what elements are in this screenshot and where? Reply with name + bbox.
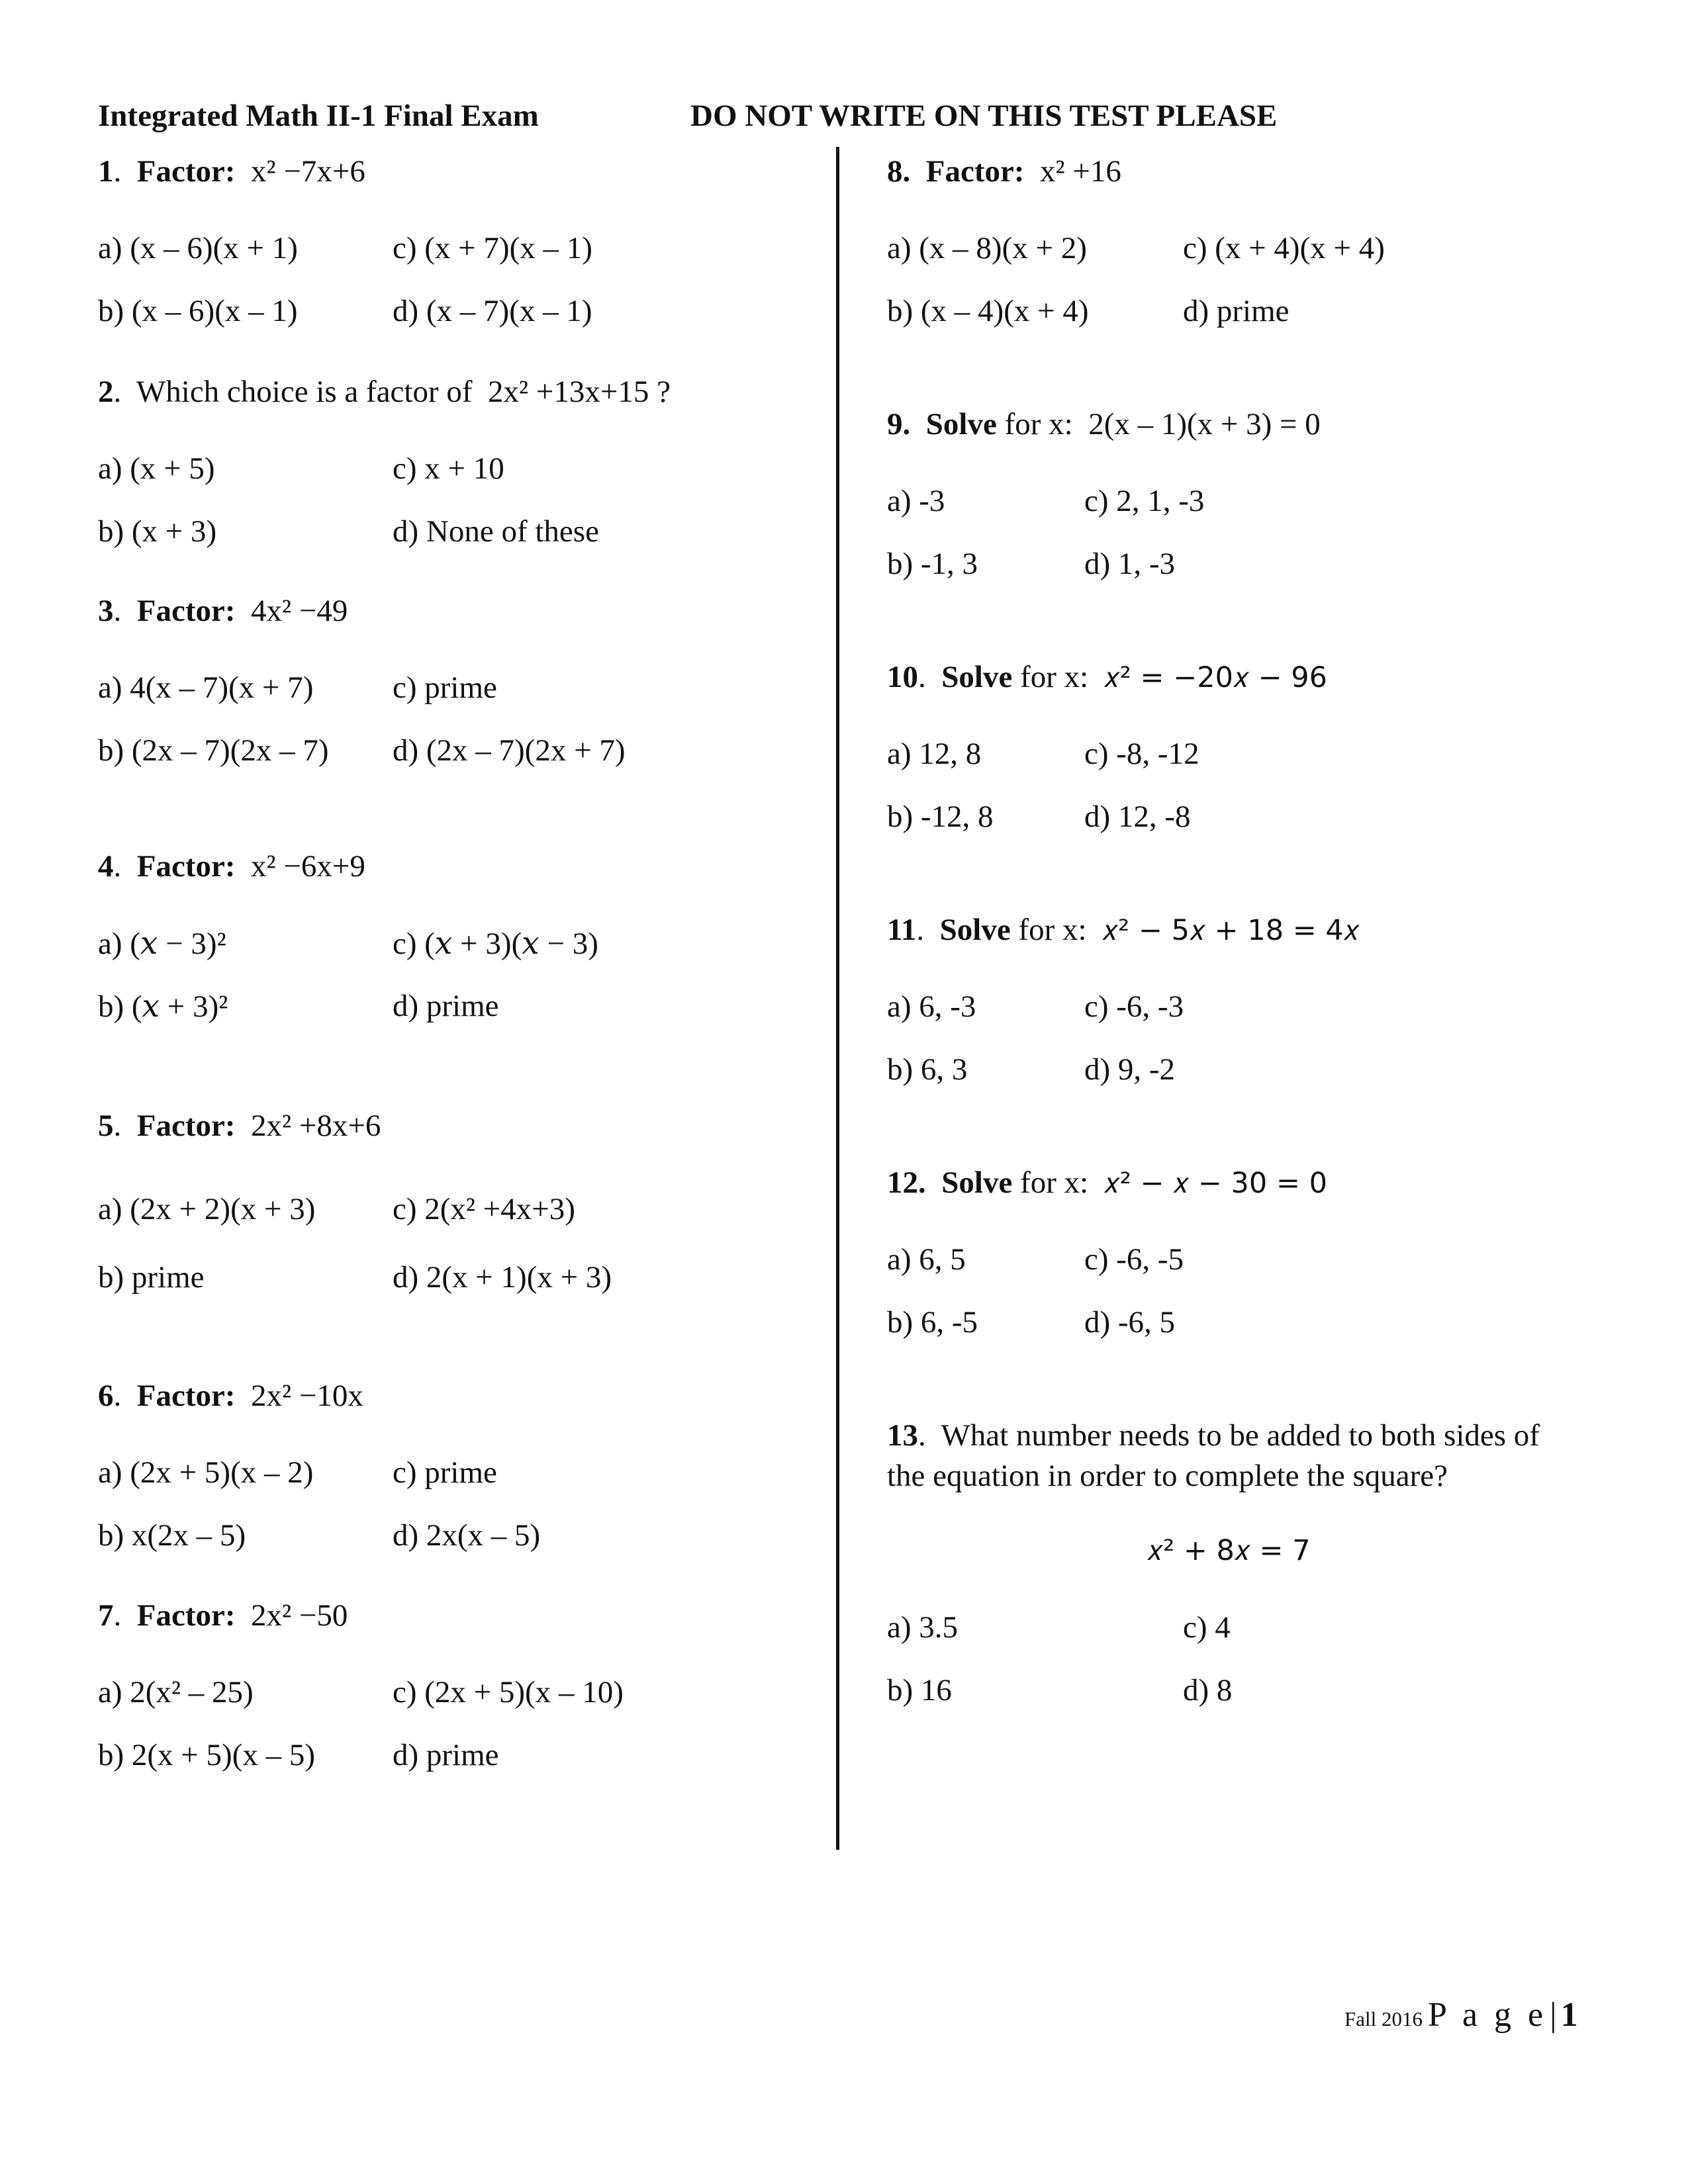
question-10-option-c: c) -8, -12 <box>1084 737 1199 771</box>
question-8-number: 8 <box>887 154 903 189</box>
question-12-number: 12 <box>887 1165 918 1200</box>
question-5: 5. Factor: 2x² +8x+6 <box>98 1109 381 1143</box>
question-8: 8. Factor: x² +16 <box>887 154 1121 189</box>
question-4-option-d: d) prime <box>393 989 499 1023</box>
question-10: 10. Solve for x: 𝑥² = −20𝑥 − 96 <box>887 660 1328 694</box>
question-13-option-c: c) 4 <box>1183 1610 1231 1645</box>
question-5-option-d: d) 2(x + 1)(x + 3) <box>393 1260 612 1295</box>
question-6-option-c: c) prime <box>393 1455 497 1490</box>
question-3: 3. Factor: 4x² −49 <box>98 594 348 628</box>
question-7-option-c: c) (2x + 5)(x – 10) <box>393 1675 624 1709</box>
question-10-option-b: b) -12, 8 <box>887 799 994 834</box>
question-9: 9. Solve for x: 2(x – 1)(x + 3) = 0 <box>887 407 1321 441</box>
question-12: 12. Solve for x: 𝑥² − 𝑥 − 30 = 0 <box>887 1165 1327 1200</box>
question-1-option-a: a) (x – 6)(x + 1) <box>98 231 298 265</box>
question-7: 7. Factor: 2x² −50 <box>98 1598 348 1633</box>
question-7-option-b: b) 2(x + 5)(x – 5) <box>98 1738 316 1772</box>
question-4-option-a: a) (𝑥 − 3)² <box>98 927 226 961</box>
question-9-expression: 2(x – 1)(x + 3) = 0 <box>1088 407 1321 441</box>
question-4-option-c: c) (𝑥 + 3)(𝑥 − 3) <box>393 927 598 961</box>
question-9-option-a: a) -3 <box>887 484 945 518</box>
question-11-option-b: b) 6, 3 <box>887 1052 968 1087</box>
question-2: 2. Which choice is a factor of 2x² +13x+15 ? <box>98 375 671 409</box>
question-1-number: 1 <box>98 154 114 189</box>
question-6: 6. Factor: 2x² −10x <box>98 1379 363 1413</box>
question-4: 4. Factor: x² −6x+9 <box>98 849 365 884</box>
footer-term: Fall 2016 <box>1344 2007 1423 2030</box>
question-3-option-c: c) prime <box>393 670 497 705</box>
question-13-number: 13 <box>887 1418 918 1453</box>
question-2-text: Which choice is a factor of <box>136 375 473 409</box>
question-4-expression: x² −6x+9 <box>250 849 365 884</box>
question-12-text: for x: <box>1020 1165 1089 1200</box>
question-8-keyword: Factor: <box>925 154 1025 189</box>
question-13-text-line-1: What number needs to be added to both sides of <box>941 1418 1540 1453</box>
question-6-option-b: b) x(2x – 5) <box>98 1518 246 1553</box>
question-13-expression: 𝑥² + 8𝑥 = 7 <box>1147 1534 1311 1567</box>
question-13-text-line-2: the equation in order to complete the square? <box>887 1459 1448 1493</box>
question-1-expression: x² −7x+6 <box>250 154 365 189</box>
question-5-number: 5 <box>98 1109 114 1143</box>
question-10-option-a: a) 12, 8 <box>887 737 982 771</box>
question-11-option-a: a) 6, -3 <box>887 989 976 1024</box>
footer-page-number: 1 <box>1560 1996 1578 2034</box>
question-7-option-a: a) 2(x² – 25) <box>98 1675 254 1709</box>
question-5-keyword: Factor: <box>136 1109 236 1143</box>
question-9-text: for x: <box>1004 407 1073 441</box>
question-11: 11. Solve for x: 𝑥² − 5𝑥 + 18 = 4𝑥 <box>887 913 1360 947</box>
question-13: 13. What number needs to be added to both sides of <box>887 1418 1540 1453</box>
question-9-option-b: b) -1, 3 <box>887 547 978 581</box>
question-6-option-d: d) 2x(x – 5) <box>393 1518 541 1553</box>
question-5-option-a: a) (2x + 2)(x + 3) <box>98 1192 316 1226</box>
question-8-expression: x² +16 <box>1039 154 1121 189</box>
question-2-option-c: c) x + 10 <box>393 451 504 486</box>
question-3-expression: 4x² −49 <box>250 594 348 628</box>
question-12-keyword: Solve <box>941 1165 1013 1200</box>
question-6-keyword: Factor: <box>136 1379 236 1413</box>
question-3-option-b: b) (2x – 7)(2x – 7) <box>98 733 329 768</box>
question-10-option-d: d) 12, -8 <box>1084 799 1191 834</box>
footer-page-label: P a g e <box>1427 1996 1548 2034</box>
question-9-number: 9 <box>887 407 903 441</box>
column-divider <box>836 147 839 1850</box>
question-3-keyword: Factor: <box>136 594 236 628</box>
question-11-number: 11 <box>887 913 917 947</box>
question-2-option-a: a) (x + 5) <box>98 451 215 486</box>
question-12-option-d: d) -6, 5 <box>1084 1305 1176 1340</box>
question-5-option-c: c) 2(x² +4x+3) <box>393 1192 575 1226</box>
question-4-option-b: b) (𝑥 + 3)² <box>98 989 228 1024</box>
question-1-option-c: c) (x + 7)(x – 1) <box>393 231 592 265</box>
question-7-expression: 2x² −50 <box>250 1598 348 1633</box>
question-9-option-d: d) 1, -3 <box>1084 547 1176 581</box>
footer-separator: | <box>1550 1996 1561 2034</box>
question-3-option-d: d) (2x – 7)(2x + 7) <box>393 733 626 768</box>
question-4-number: 4 <box>98 849 114 884</box>
question-12-option-a: a) 6, 5 <box>887 1242 966 1277</box>
question-13-option-a: a) 3.5 <box>887 1610 959 1645</box>
question-11-text: for x: <box>1018 913 1087 947</box>
question-11-expression: 𝑥² − 5𝑥 + 18 = 4𝑥 <box>1102 914 1360 947</box>
question-10-number: 10 <box>887 660 918 694</box>
question-2-option-d: d) None of these <box>393 514 599 549</box>
question-11-option-c: c) -6, -3 <box>1084 989 1184 1024</box>
question-2-expression: 2x² +13x+15 ? <box>488 375 671 409</box>
question-11-option-d: d) 9, -2 <box>1084 1052 1176 1087</box>
question-9-option-c: c) 2, 1, -3 <box>1084 484 1205 518</box>
question-8-option-a: a) (x – 8)(x + 2) <box>887 231 1087 265</box>
question-6-option-a: a) (2x + 5)(x – 2) <box>98 1455 314 1490</box>
question-3-option-a: a) 4(x – 7)(x + 7) <box>98 670 314 705</box>
page-footer <box>1344 1992 1578 2046</box>
question-8-option-d: d) prime <box>1183 294 1289 328</box>
question-13-option-d: d) 8 <box>1183 1673 1233 1707</box>
question-1-option-d: d) (x – 7)(x – 1) <box>393 294 592 328</box>
question-1-option-b: b) (x – 6)(x – 1) <box>98 294 298 328</box>
exam-notice: DO NOT WRITE ON THIS TEST PLEASE <box>690 99 1278 133</box>
exam-title: Integrated Math II-1 Final Exam <box>98 99 539 133</box>
question-12-option-c: c) -6, -5 <box>1084 1242 1184 1277</box>
question-6-number: 6 <box>98 1379 114 1413</box>
question-5-expression: 2x² +8x+6 <box>250 1109 381 1143</box>
question-2-number: 2 <box>98 375 114 409</box>
question-13-option-b: b) 16 <box>887 1673 952 1707</box>
question-10-text: for x: <box>1020 660 1089 694</box>
question-6-expression: 2x² −10x <box>250 1379 363 1413</box>
question-2-option-b: b) (x + 3) <box>98 514 217 549</box>
question-7-number: 7 <box>98 1598 114 1633</box>
question-5-option-b: b) prime <box>98 1260 205 1295</box>
question-7-keyword: Factor: <box>136 1598 236 1633</box>
question-8-option-c: c) (x + 4)(x + 4) <box>1183 231 1385 265</box>
question-3-number: 3 <box>98 594 114 628</box>
question-12-option-b: b) 6, -5 <box>887 1305 978 1340</box>
question-4-keyword: Factor: <box>136 849 236 884</box>
question-11-keyword: Solve <box>939 913 1011 947</box>
question-1-keyword: Factor: <box>136 154 236 189</box>
question-10-keyword: Solve <box>941 660 1013 694</box>
question-8-option-b: b) (x – 4)(x + 4) <box>887 294 1089 328</box>
question-7-option-d: d) prime <box>393 1738 499 1772</box>
question-12-expression: 𝑥² − 𝑥 − 30 = 0 <box>1103 1167 1327 1200</box>
question-9-keyword: Solve <box>925 407 997 441</box>
question-1: 1. Factor: x² −7x+6 <box>98 154 365 189</box>
question-10-expression: 𝑥² = −20𝑥 − 96 <box>1103 661 1328 694</box>
